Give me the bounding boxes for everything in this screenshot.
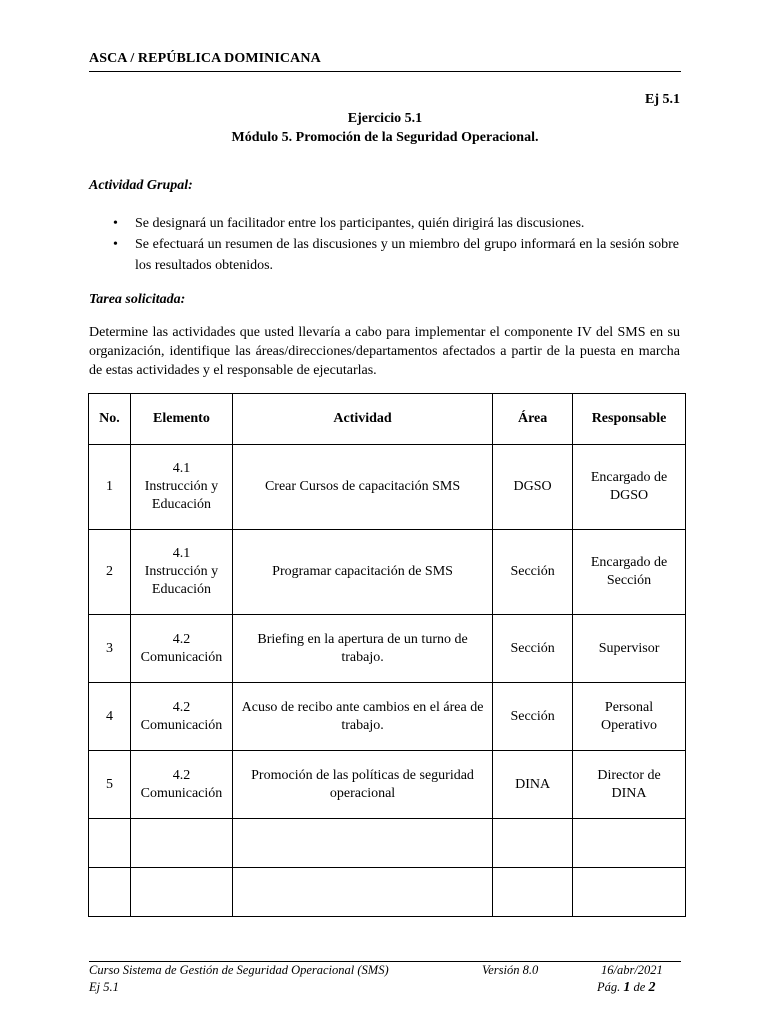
cell-responsible: Supervisor [573, 615, 686, 683]
cell-area: DINA [493, 751, 573, 819]
header-organization: ASCA / REPÚBLICA DOMINICANA [89, 51, 321, 66]
cell-activity: Acuso de recibo ante cambios en el área de trabajo. [232, 683, 492, 751]
column-header-element: Elemento [130, 394, 232, 445]
exercise-title: Ejercicio 5.1 [347, 111, 423, 126]
element-name: Instrucción y Educación [144, 479, 219, 512]
bullet-icon: • [113, 237, 118, 252]
header-divider [89, 71, 681, 72]
empty-cell [130, 819, 232, 868]
cell-activity: Briefing en la apertura de un turno de trabajo. [232, 615, 492, 683]
cell-no: 5 [89, 751, 131, 819]
empty-cell [232, 819, 492, 868]
table-row [89, 445, 686, 530]
list-item [89, 234, 679, 276]
cell-area: Sección [493, 530, 573, 615]
element-number: 4.2 [172, 699, 191, 715]
element-name: Comunicación [140, 649, 223, 665]
empty-cell [573, 819, 686, 868]
cell-area: Sección [493, 683, 573, 751]
empty-cell [89, 868, 131, 917]
footer-exercise-code: Ej 5.1 [89, 980, 119, 994]
cell-no: 2 [89, 530, 131, 615]
task-heading: Tarea solicitada: [89, 292, 186, 307]
column-header-no: No. [89, 394, 131, 445]
cell-element [130, 445, 232, 530]
cell-activity: Programar capacitación de SMS [232, 530, 492, 615]
cell-element [130, 615, 232, 683]
footer-divider [89, 961, 681, 962]
footer-version: Versión 8.0 [482, 963, 539, 977]
column-header-responsible: Responsable [573, 394, 686, 445]
empty-cell [89, 819, 131, 868]
cell-responsible: Encargado de DGSO [573, 445, 686, 530]
footer-date: 16/abr/2021 [601, 963, 663, 977]
cell-no: 3 [89, 615, 131, 683]
empty-cell [493, 868, 573, 917]
list-item [89, 213, 679, 234]
cell-element [130, 751, 232, 819]
cell-activity: Promoción de las políticas de seguridad operacional [232, 751, 492, 819]
footer-page-number [597, 980, 655, 996]
element-name: Comunicación [140, 717, 223, 733]
table-header-row [89, 394, 686, 445]
empty-cell [232, 868, 492, 917]
bullet-text: Se efectuará un resumen de las discusiones y un miembro del grupo informará en la sesión sobre los resultados obtenidos. [135, 237, 679, 273]
element-number: 4.2 [172, 631, 191, 647]
bullet-icon: • [113, 216, 118, 231]
element-name: Comunicación [140, 785, 223, 801]
bullet-text: Se designará un facilitador entre los participantes, quién dirigirá las discusiones. [135, 216, 585, 231]
page-of: de [633, 980, 646, 994]
empty-cell [130, 868, 232, 917]
cell-no: 1 [89, 445, 131, 530]
element-number: 4.1 [172, 461, 191, 476]
footer-course-name: Curso Sistema de Gestión de Seguridad Operacional (SMS) [89, 963, 389, 977]
empty-cell [493, 819, 573, 868]
cell-responsible: Encargado de Sección [573, 530, 686, 615]
table-row [89, 751, 686, 819]
table-row [89, 683, 686, 751]
element-name: Instrucción y Educación [144, 564, 219, 597]
column-header-area: Área [493, 394, 573, 445]
activity-bullet-list [89, 213, 679, 276]
cell-area: DGSO [493, 445, 573, 530]
table-row [89, 530, 686, 615]
table-row [89, 615, 686, 683]
cell-element [130, 683, 232, 751]
exercise-reference: Ej 5.1 [645, 92, 680, 107]
element-number: 4.1 [172, 546, 191, 561]
cell-element [130, 530, 232, 615]
page-label: Pág. [597, 980, 621, 994]
task-paragraph: Determine las actividades que usted llevaría a cabo para implementar el componente IV del SMS en su organización, identifique las áreas/direcciones/departamentos afectados a partir de la puesta en marcha de estas actividades y el responsable de ejecutarlas. [89, 325, 680, 378]
column-header-activity: Actividad [232, 394, 492, 445]
cell-area: Sección [493, 615, 573, 683]
module-title: Módulo 5. Promoción de la Seguridad Operacional. [231, 130, 539, 145]
empty-cell [573, 868, 686, 917]
cell-responsible: Personal Operativo [573, 683, 686, 751]
table-row-empty [89, 819, 686, 868]
activity-heading: Actividad Grupal: [89, 178, 193, 193]
cell-no: 4 [89, 683, 131, 751]
page-total: 2 [648, 980, 656, 995]
cell-responsible: Director de DINA [573, 751, 686, 819]
table-row-empty [89, 868, 686, 917]
cell-activity: Crear Cursos de capacitación SMS [232, 445, 492, 530]
page-current: 1 [623, 980, 631, 995]
element-number: 4.2 [172, 767, 191, 783]
activities-table [88, 393, 686, 917]
